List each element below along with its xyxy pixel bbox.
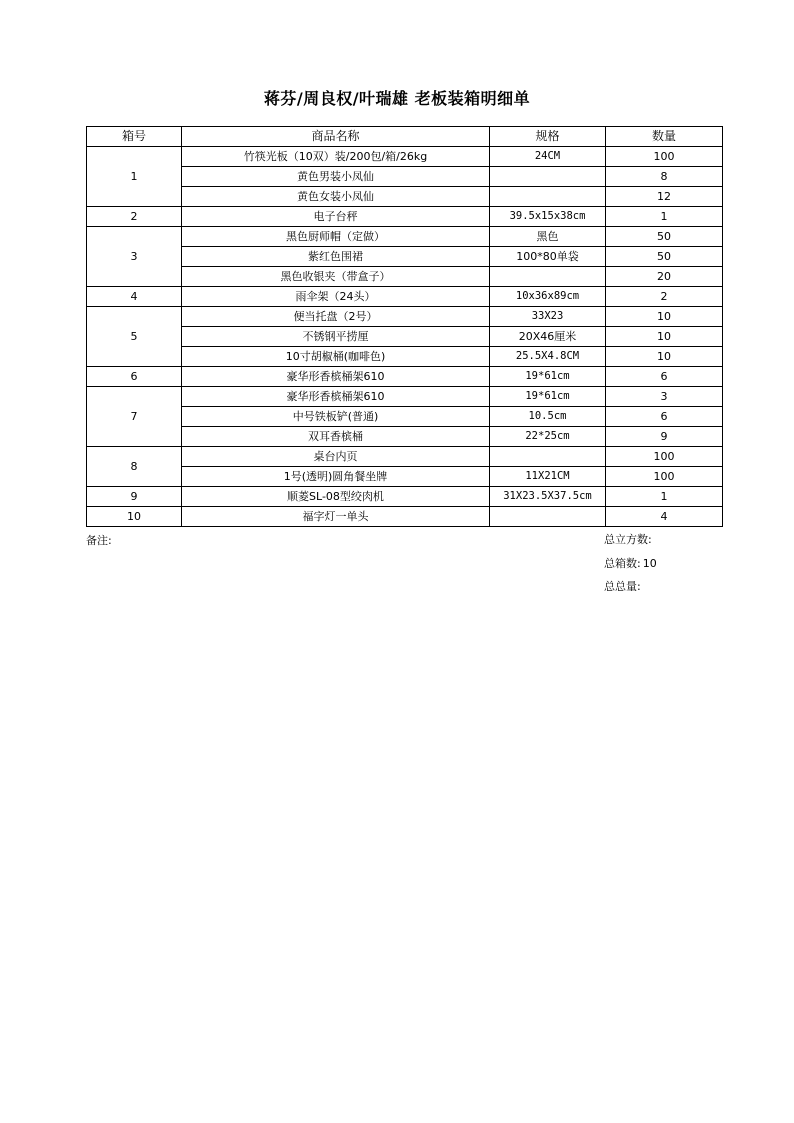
spec-cell: 黑色 (490, 227, 606, 247)
product-name-cell: 双耳香槟桶 (182, 427, 490, 447)
box-number-cell: 8 (87, 447, 182, 487)
spec-cell: 19*61cm (490, 367, 606, 387)
table-row (87, 487, 723, 507)
box-number-cell: 9 (87, 487, 182, 507)
table-row (87, 287, 723, 307)
spec-cell: 31X23.5X37.5cm (490, 487, 606, 507)
spec-cell: 11X21CM (490, 467, 606, 487)
product-name-cell: 黑色收银夹（带盒子） (182, 267, 490, 287)
product-name-cell: 不锈钢平捞厘 (182, 327, 490, 347)
spec-cell: 10x36x89cm (490, 287, 606, 307)
spec-cell: 39.5x15x38cm (490, 207, 606, 227)
quantity-cell: 10 (606, 347, 723, 367)
table-row (87, 347, 723, 367)
table-row (87, 267, 723, 287)
quantity-cell: 6 (606, 407, 723, 427)
quantity-cell: 3 (606, 387, 723, 407)
quantity-cell: 12 (606, 187, 723, 207)
quantity-cell: 100 (606, 467, 723, 487)
product-name-cell: 黑色厨师帽（定做） (182, 227, 490, 247)
product-name-cell: 豪华形香槟桶架610 (182, 387, 490, 407)
box-number-cell: 3 (87, 227, 182, 287)
product-name-cell: 黄色男装小凤仙 (182, 167, 490, 187)
table-row (87, 227, 723, 247)
table-row (87, 407, 723, 427)
product-name-cell: 福字灯一单头 (182, 507, 490, 527)
table-row (87, 447, 723, 467)
product-name-cell: 桌台内页 (182, 447, 490, 467)
quantity-cell: 50 (606, 247, 723, 267)
spec-cell: 100*80单袋 (490, 247, 606, 267)
quantity-cell: 8 (606, 167, 723, 187)
product-name-cell: 黄色女装小凤仙 (182, 187, 490, 207)
table-row (87, 307, 723, 327)
quantity-cell: 10 (606, 307, 723, 327)
spec-cell (490, 187, 606, 207)
spec-cell: 25.5X4.8CM (490, 347, 606, 367)
product-name-cell: 电子台秤 (182, 207, 490, 227)
quantity-cell: 6 (606, 367, 723, 387)
spec-cell: 33X23 (490, 307, 606, 327)
table-row (87, 147, 723, 167)
box-number-cell: 2 (87, 207, 182, 227)
box-number-cell: 4 (87, 287, 182, 307)
total-volume-label: 总立方数: (604, 533, 652, 546)
table-row (87, 467, 723, 487)
table-row (87, 207, 723, 227)
product-name-cell: 紫红色围裙 (182, 247, 490, 267)
spec-cell: 10.5cm (490, 407, 606, 427)
quantity-cell: 4 (606, 507, 723, 527)
box-number-cell: 6 (87, 367, 182, 387)
spec-cell: 20X46厘米 (490, 327, 606, 347)
product-name-cell: 竹筷光板（10双）装/200包/箱/26kg (182, 147, 490, 167)
header-product-name: 商品名称 (182, 127, 490, 147)
quantity-cell: 20 (606, 267, 723, 287)
quantity-cell: 2 (606, 287, 723, 307)
product-name-cell: 雨伞架（24头） (182, 287, 490, 307)
product-name-cell: 豪华形香槟桶架610 (182, 367, 490, 387)
spec-cell (490, 267, 606, 287)
spec-cell: 19*61cm (490, 387, 606, 407)
box-number-cell: 10 (87, 507, 182, 527)
product-name-cell: 10寸胡椒桶(咖啡色) (182, 347, 490, 367)
spec-cell (490, 507, 606, 527)
table-row (87, 167, 723, 187)
box-number-cell: 5 (87, 307, 182, 367)
table-row (87, 247, 723, 267)
header-quantity: 数量 (606, 127, 723, 147)
total-boxes-value: 10 (642, 557, 657, 570)
quantity-cell: 9 (606, 427, 723, 447)
total-weight-label: 总总量: (604, 580, 641, 593)
spec-cell (490, 447, 606, 467)
quantity-cell: 1 (606, 487, 723, 507)
product-name-cell: 便当托盘（2号） (182, 307, 490, 327)
table-header-row (87, 127, 723, 147)
table-row (87, 367, 723, 387)
quantity-cell: 100 (606, 147, 723, 167)
spec-cell: 24CM (490, 147, 606, 167)
product-name-cell: 1号(透明)圆角餐坐牌 (182, 467, 490, 487)
total-weight (604, 578, 643, 594)
total-boxes-label: 总箱数: (604, 557, 641, 570)
packing-list-table (86, 126, 723, 527)
box-number-cell: 7 (87, 387, 182, 447)
total-volume (604, 531, 654, 547)
spec-cell: 22*25cm (490, 427, 606, 447)
spec-cell (490, 167, 606, 187)
remark-label: 备注: (86, 534, 112, 547)
table-body (87, 147, 723, 527)
quantity-cell: 100 (606, 447, 723, 467)
table-row (87, 387, 723, 407)
quantity-cell: 1 (606, 207, 723, 227)
product-name-cell: 中号铁板铲(普通) (182, 407, 490, 427)
header-box-no: 箱号 (87, 127, 182, 147)
header-spec: 规格 (490, 127, 606, 147)
table-row (87, 187, 723, 207)
quantity-cell: 50 (606, 227, 723, 247)
quantity-cell: 10 (606, 327, 723, 347)
page-title: 蒋芬/周良权/叶瑞雄 老板装箱明细单 (263, 89, 531, 108)
box-number-cell: 1 (87, 147, 182, 207)
table-row (87, 427, 723, 447)
product-name-cell: 顺菱SL-08型绞肉机 (182, 487, 490, 507)
total-boxes (604, 555, 657, 571)
table-row (87, 327, 723, 347)
table-row (87, 507, 723, 527)
